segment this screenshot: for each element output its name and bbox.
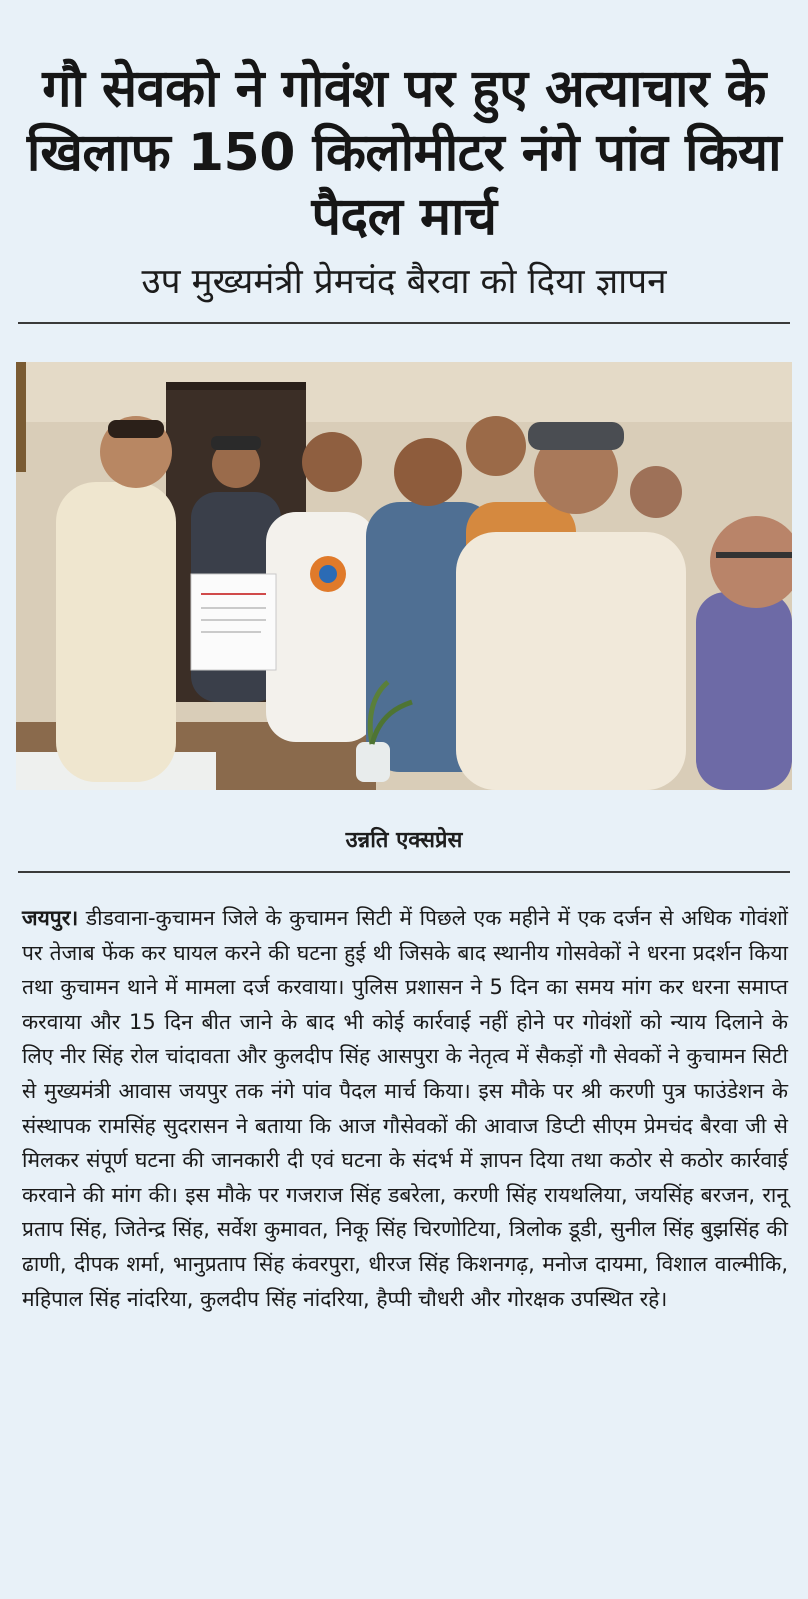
byline-divider [18, 871, 790, 873]
subheadline: उप मुख्यमंत्री प्रेमचंद बैरवा को दिया ज्ञापन [141, 262, 667, 302]
article-body-text: डीडवाना-कुचामन जिले के कुचामन सिटी में पिछले एक महीने में एक दर्जन से अधिक गोवंशों पर तेजाब फेंक कर घायल करने की घटना हुई थी जिसके बाद स्थानीय गोसवेकों ने धरना प्रदर्शन किया तथा कुचामन थाने में मामला दर्ज करवाया। पुलिस प्रशासन ने 5 दिन का समय मांग कर धरना समाप्त करवाया और 15 दिन बीत जाने के बाद भी कोई कार्रवाई नहीं होने पर गोवंशों को न्याय दिलाने के लिए नीर सिंह रोल चांदावता और कुलदीप सिंह आसपुरा के नेतृत्व में सैकड़ों गौ सेवकों ने कुचामन सिटी से मुख्यमंत्री आवास जयपुर तक नंगे पांव पैदल मार्च किया। इस मौके पर श्री करणी पुत्र फाउंडेशन के संस्थापक रामसिंह सुदरासन ने बताया कि आज गौसेवकों की आवाज डिप्टी सीएम प्रेमचंद बैरवा जी से मिलकर संपूर्ण घटना की जानकारी दी एवं घटना के संदर्भ में ज्ञापन दिया तथा कठोर से कठोर कार्रवाई करवाने की मांग की। इस मौके पर गजराज सिंह डबरेला, करणी सिंह रायथलिया, जयसिंह बरजन, रानू प्रताप सिंह, जितेन्द्र सिंह, सर्वेश कुमावत, निकू सिंह चिरणोटिया, त्रिलोक डूडी, सुनील सिंह बुझसिंह की ढाणी, दीपक शर्मा, भानुप्रताप सिंह कंवरपुरा, धीरज सिंह किशनगढ़, मनोज दायमा, विशाल वाल्मीकि, महिपाल सिंह नांदरिया, कुलदीप सिंह नांदरिया, हैप्पी चौधरी और गोरक्षक उपस्थित रहे। [22, 906, 788, 1311]
dateline: जयपुर। [22, 906, 79, 930]
headline: गौ सेवको ने गोवंश पर हुए अत्याचार के खिलाफ 150 किलोमीटर नंगे पांव किया पैदल मार्च [26, 58, 782, 247]
news-photo [16, 362, 792, 790]
byline: उन्नति एक्सप्रेस [345, 828, 463, 853]
headline-divider [18, 322, 790, 324]
article-body [22, 901, 788, 1316]
